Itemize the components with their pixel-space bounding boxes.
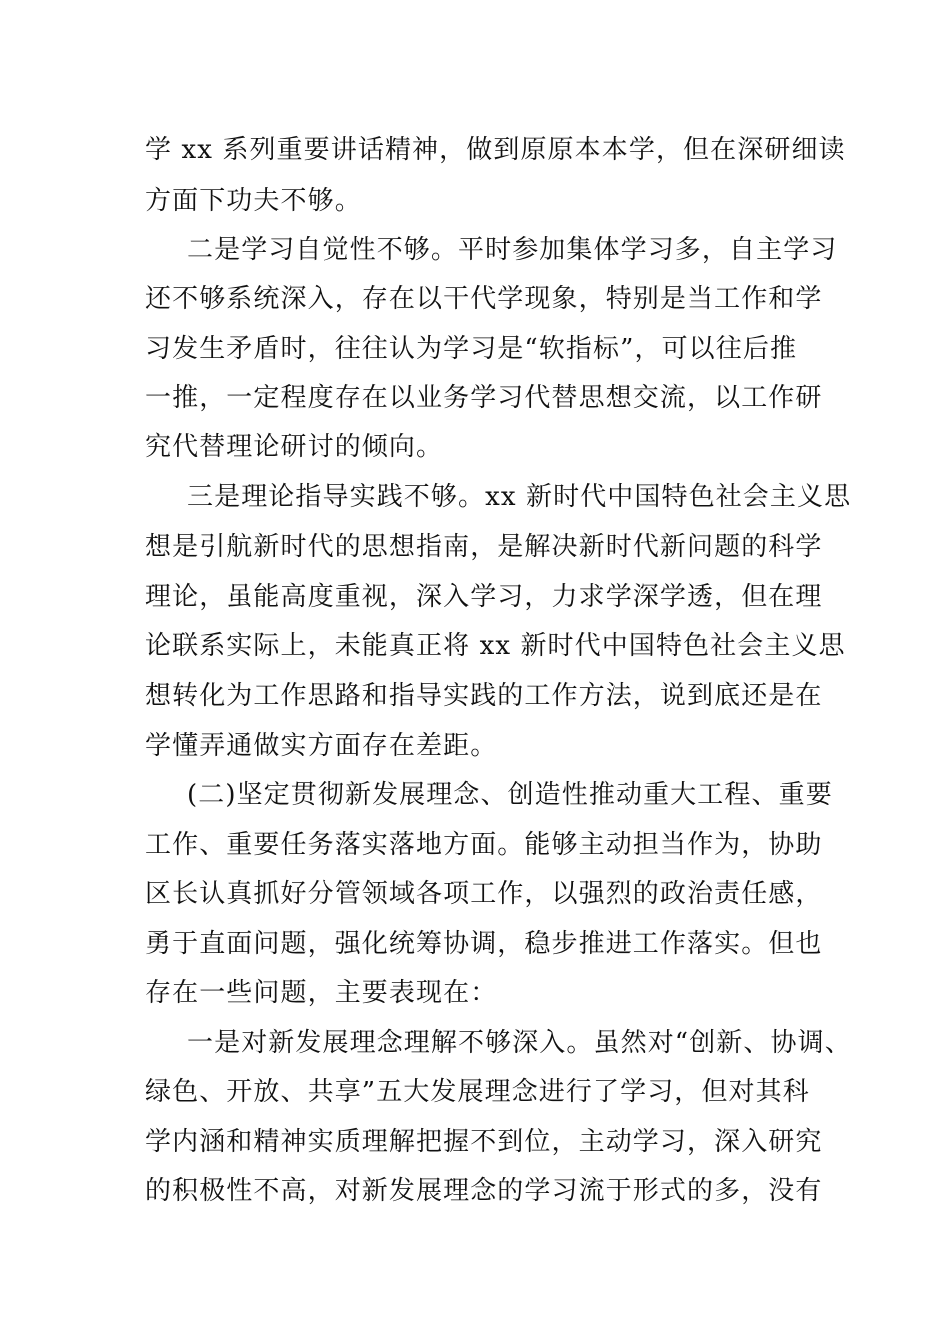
paragraph-start-line: 二是学习自觉性不够。平时参加集体学习多，自主学习: [187, 235, 838, 265]
text-line: 还不够系统深入，存在以干代学现象，特别是当工作和学: [145, 284, 823, 314]
paragraph-start-line: 一是对新发展理念理解不够深入。虽然对“创新、协调、: [187, 1028, 852, 1058]
text-line: 理论，虽能高度重视，深入学习，力求学深学透，但在理: [145, 582, 823, 612]
text-line: 习发生矛盾时，往往认为学习是“软指标”，可以往后推: [145, 334, 798, 364]
text-line: 的积极性不高，对新发展理念的学习流于形式的多，没有: [145, 1176, 823, 1206]
text-line: 想是引航新时代的思想指南，是解决新时代新问题的科学: [145, 532, 823, 562]
text-line: 工作、重要任务落实落地方面。能够主动担当作为，协助: [145, 830, 823, 860]
text-line: 方面下功夫不够。: [145, 186, 362, 216]
text-line: 学懂弄通做实方面存在差距。: [145, 731, 498, 761]
text-line: 究代替理论研讨的倾向。: [145, 432, 444, 462]
text-line: 想转化为工作思路和指导实践的工作方法，说到底还是在: [145, 681, 823, 711]
text-line: 绿色、开放、共享”五大发展理念进行了学习，但对其科: [145, 1077, 810, 1107]
text-line: 勇于直面问题，强化统筹协调，稳步推进工作落实。但也: [145, 929, 823, 959]
text-line: 论联系实际上，未能真正将 xx 新时代中国特色社会主义思: [145, 631, 846, 661]
text-line: 存在一些问题，主要表现在：: [145, 978, 498, 1008]
text-line: 一推，一定程度存在以业务学习代替思想交流，以工作研: [145, 383, 823, 413]
paragraph-start-line: 三是理论指导实践不够。xx 新时代中国特色社会主义思: [187, 482, 852, 512]
text-line: 区长认真抓好分管领域各项工作，以强烈的政治责任感，: [145, 879, 823, 909]
text-line: 学内涵和精神实质理解把握不到位，主动学习，深入研究: [145, 1127, 823, 1157]
text-line: 学 xx 系列重要讲话精神，做到原原本本学，但在深研细读: [145, 135, 846, 165]
section-heading-line: (二)坚定贯彻新发展理念、创造性推动重大工程、重要: [187, 780, 833, 810]
